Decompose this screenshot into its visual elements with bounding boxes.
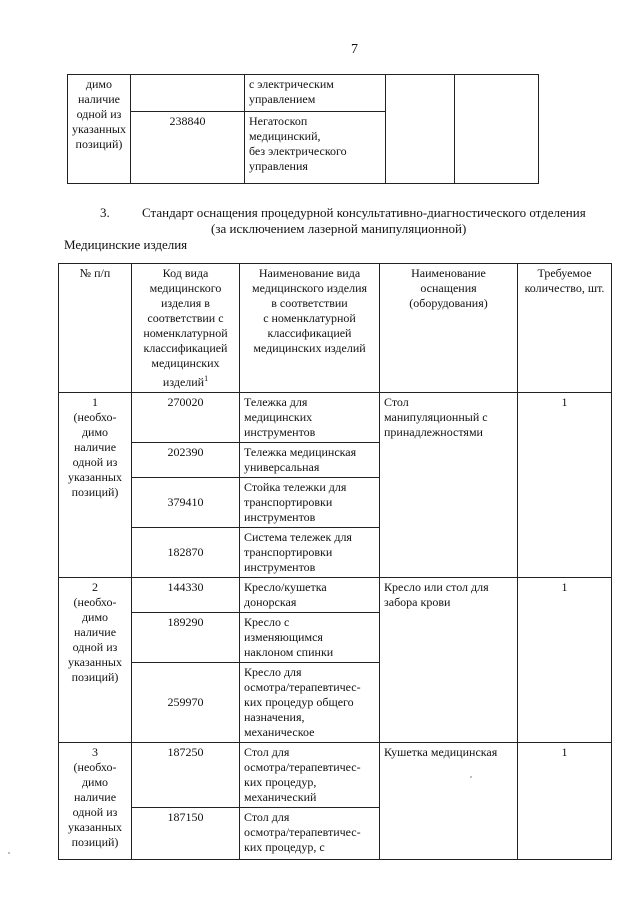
text-line: Наименование вида [258,266,361,280]
text-line: осмотра/терапевтичес- [244,825,361,839]
text-line: Система тележек для [244,530,352,544]
text-line: принадлежностями [384,425,483,439]
header-equipment [380,264,518,393]
text-line: димо [81,775,109,789]
text-line: транспортировки [244,495,333,509]
text-line: позиций) [75,137,123,151]
scan-speck [470,776,472,778]
text-line: позиций) [71,485,119,499]
name-cell [240,478,380,528]
name-cell [240,528,380,578]
section-label: Медицинские изделия [64,237,188,252]
text-line: механическое [244,725,315,739]
text-line: 2 [92,580,98,594]
text-line: одной из [76,107,122,121]
continued-name-cell [244,75,385,112]
text-line: Код вида [162,266,209,280]
text-line: Кресло или стол для [384,580,489,594]
section-title: Стандарт оснащения процедурной консультативно-диагностического отделения [142,205,586,220]
text-line: транспортировки [244,545,333,559]
text-line: Кушетка медицинская [384,745,498,759]
continued-code-cell [130,75,244,112]
code-cell: 379410 [132,478,240,528]
header-row [59,264,612,393]
text-line: Кресло/кушетка [244,580,327,594]
text-line: Кресло для [244,665,302,679]
header-qty [518,264,612,393]
code-cell: 202390 [132,443,240,478]
text-line: указанных [72,122,126,136]
text-line: Тележка медицинская [244,445,357,459]
table-row [59,578,612,613]
text-line: ких процедур общего [244,695,354,709]
standard-table [58,263,612,860]
table-row [59,743,612,808]
text-line: (необхо- [73,760,117,774]
group-position-cell [59,393,132,578]
header-code [132,264,240,393]
text-line: манипуляционный с [384,410,488,424]
text-line: (необхо- [73,595,117,609]
text-line: димо [81,610,109,624]
text-line: указанных [68,470,122,484]
text-line: позиций) [71,835,119,849]
text-line: в соответствии [271,296,348,310]
text-line: одной из [72,805,118,819]
group-position-cell [59,743,132,860]
footnote-mark: 1 [204,374,209,383]
group-position-cell [59,578,132,743]
page-number: 7 [351,42,358,57]
text-line: назначения, [244,710,305,724]
continued-code-cell: 238840 [130,112,244,184]
text-line: с номенклатурной [263,311,356,325]
text-line: номенклатурной [143,326,228,340]
scan-speck [8,852,10,854]
text-line: без электрического [248,144,347,158]
text-line: димо [85,77,113,91]
text-line: одной из [72,640,118,654]
text-line: медицинский, [248,129,321,143]
text-line: Негатоскоп [248,114,308,128]
text-line: позиций) [71,670,119,684]
continued-qty-cell [454,75,538,184]
text-line: медицинского [149,281,222,295]
text-line: соответствии с [147,311,224,325]
text-line: медицинских изделий [253,341,366,355]
quantity-cell: 1 [518,578,612,743]
text-line: управлением [248,92,316,106]
code-cell: 189290 [132,613,240,663]
text-line: указанных [68,655,122,669]
text-line: Требуемое [537,266,592,280]
name-cell [240,663,380,743]
name-cell [240,393,380,443]
code-cell: 187250 [132,743,240,808]
text-line: Тележка для [244,395,308,409]
text-line: наличие [73,440,117,454]
text-line: 3 [92,745,98,759]
section-subtitle: (за исключением лазерной манипуляционной) [211,221,467,236]
code-cell: 270020 [132,393,240,443]
header-name [240,264,380,393]
text-line: изделия в [161,296,210,310]
text-line: осмотра/терапевтичес- [244,680,361,694]
text-line: одной из [72,455,118,469]
code-cell: 182870 [132,528,240,578]
text-line: ких процедур, с [244,840,325,854]
text-line: механический [244,790,317,804]
text-line: наличие [73,625,117,639]
text-line: инструментов [244,510,316,524]
text-line: наклоном спинки [244,645,334,659]
text-line: количество, шт. [524,281,605,295]
text-line: медицинского изделия [251,281,368,295]
text-line: управления [248,159,308,173]
text-line: классификацией [267,326,352,340]
text-line: инструментов [244,425,316,439]
section-number: 3. [100,205,110,220]
text-line: Стол для [244,810,290,824]
text-line: ких процедур, [244,775,317,789]
text-line: осмотра/терапевтичес- [244,760,361,774]
text-line: (оборудования) [409,296,488,310]
continued-equipment-cell [385,75,454,184]
code-cell: 144330 [132,578,240,613]
quantity-cell: 1 [518,393,612,578]
text-line: инструментов [244,560,316,574]
name-cell [240,743,380,808]
equipment-cell [380,578,518,743]
text-line: Стол [384,395,409,409]
text-line: классификацией [143,341,228,355]
name-cell [240,808,380,860]
text-line: наличие [77,92,120,106]
quantity-cell: 1 [518,743,612,860]
name-cell [240,613,380,663]
text-line: 1 [92,395,98,409]
equipment-cell [380,743,518,860]
text-line: оснащения [420,281,477,295]
text-line: забора крови [384,595,451,609]
text-line: медицинских [244,410,313,424]
text-line [136,371,235,390]
code-cell: 259970 [132,663,240,743]
text-line: Кресло с [244,615,290,629]
text-line: Стол для [244,745,290,759]
text-line: изменяющимся [244,630,323,644]
text-line: донорская [244,595,297,609]
name-cell [240,443,380,478]
text-line: указанных [68,820,122,834]
continued-name-cell [244,112,385,184]
text-line: (необхо- [73,410,117,424]
text-line: наличие [73,790,117,804]
text-span: изделий [162,375,205,389]
code-cell: 187150 [132,808,240,860]
equipment-cell [380,393,518,578]
header-num: № п/п [59,264,132,393]
name-cell [240,578,380,613]
text-line: Наименование [411,266,486,280]
text-line: димо [81,425,109,439]
continued-table [67,74,539,184]
text-line: Стойка тележки для [244,480,347,494]
text-line: универсальная [244,460,320,474]
text-line: с электрическим [248,77,334,91]
table-row [59,393,612,443]
continued-position-cell [68,75,131,184]
text-line: медицинских [151,356,220,370]
